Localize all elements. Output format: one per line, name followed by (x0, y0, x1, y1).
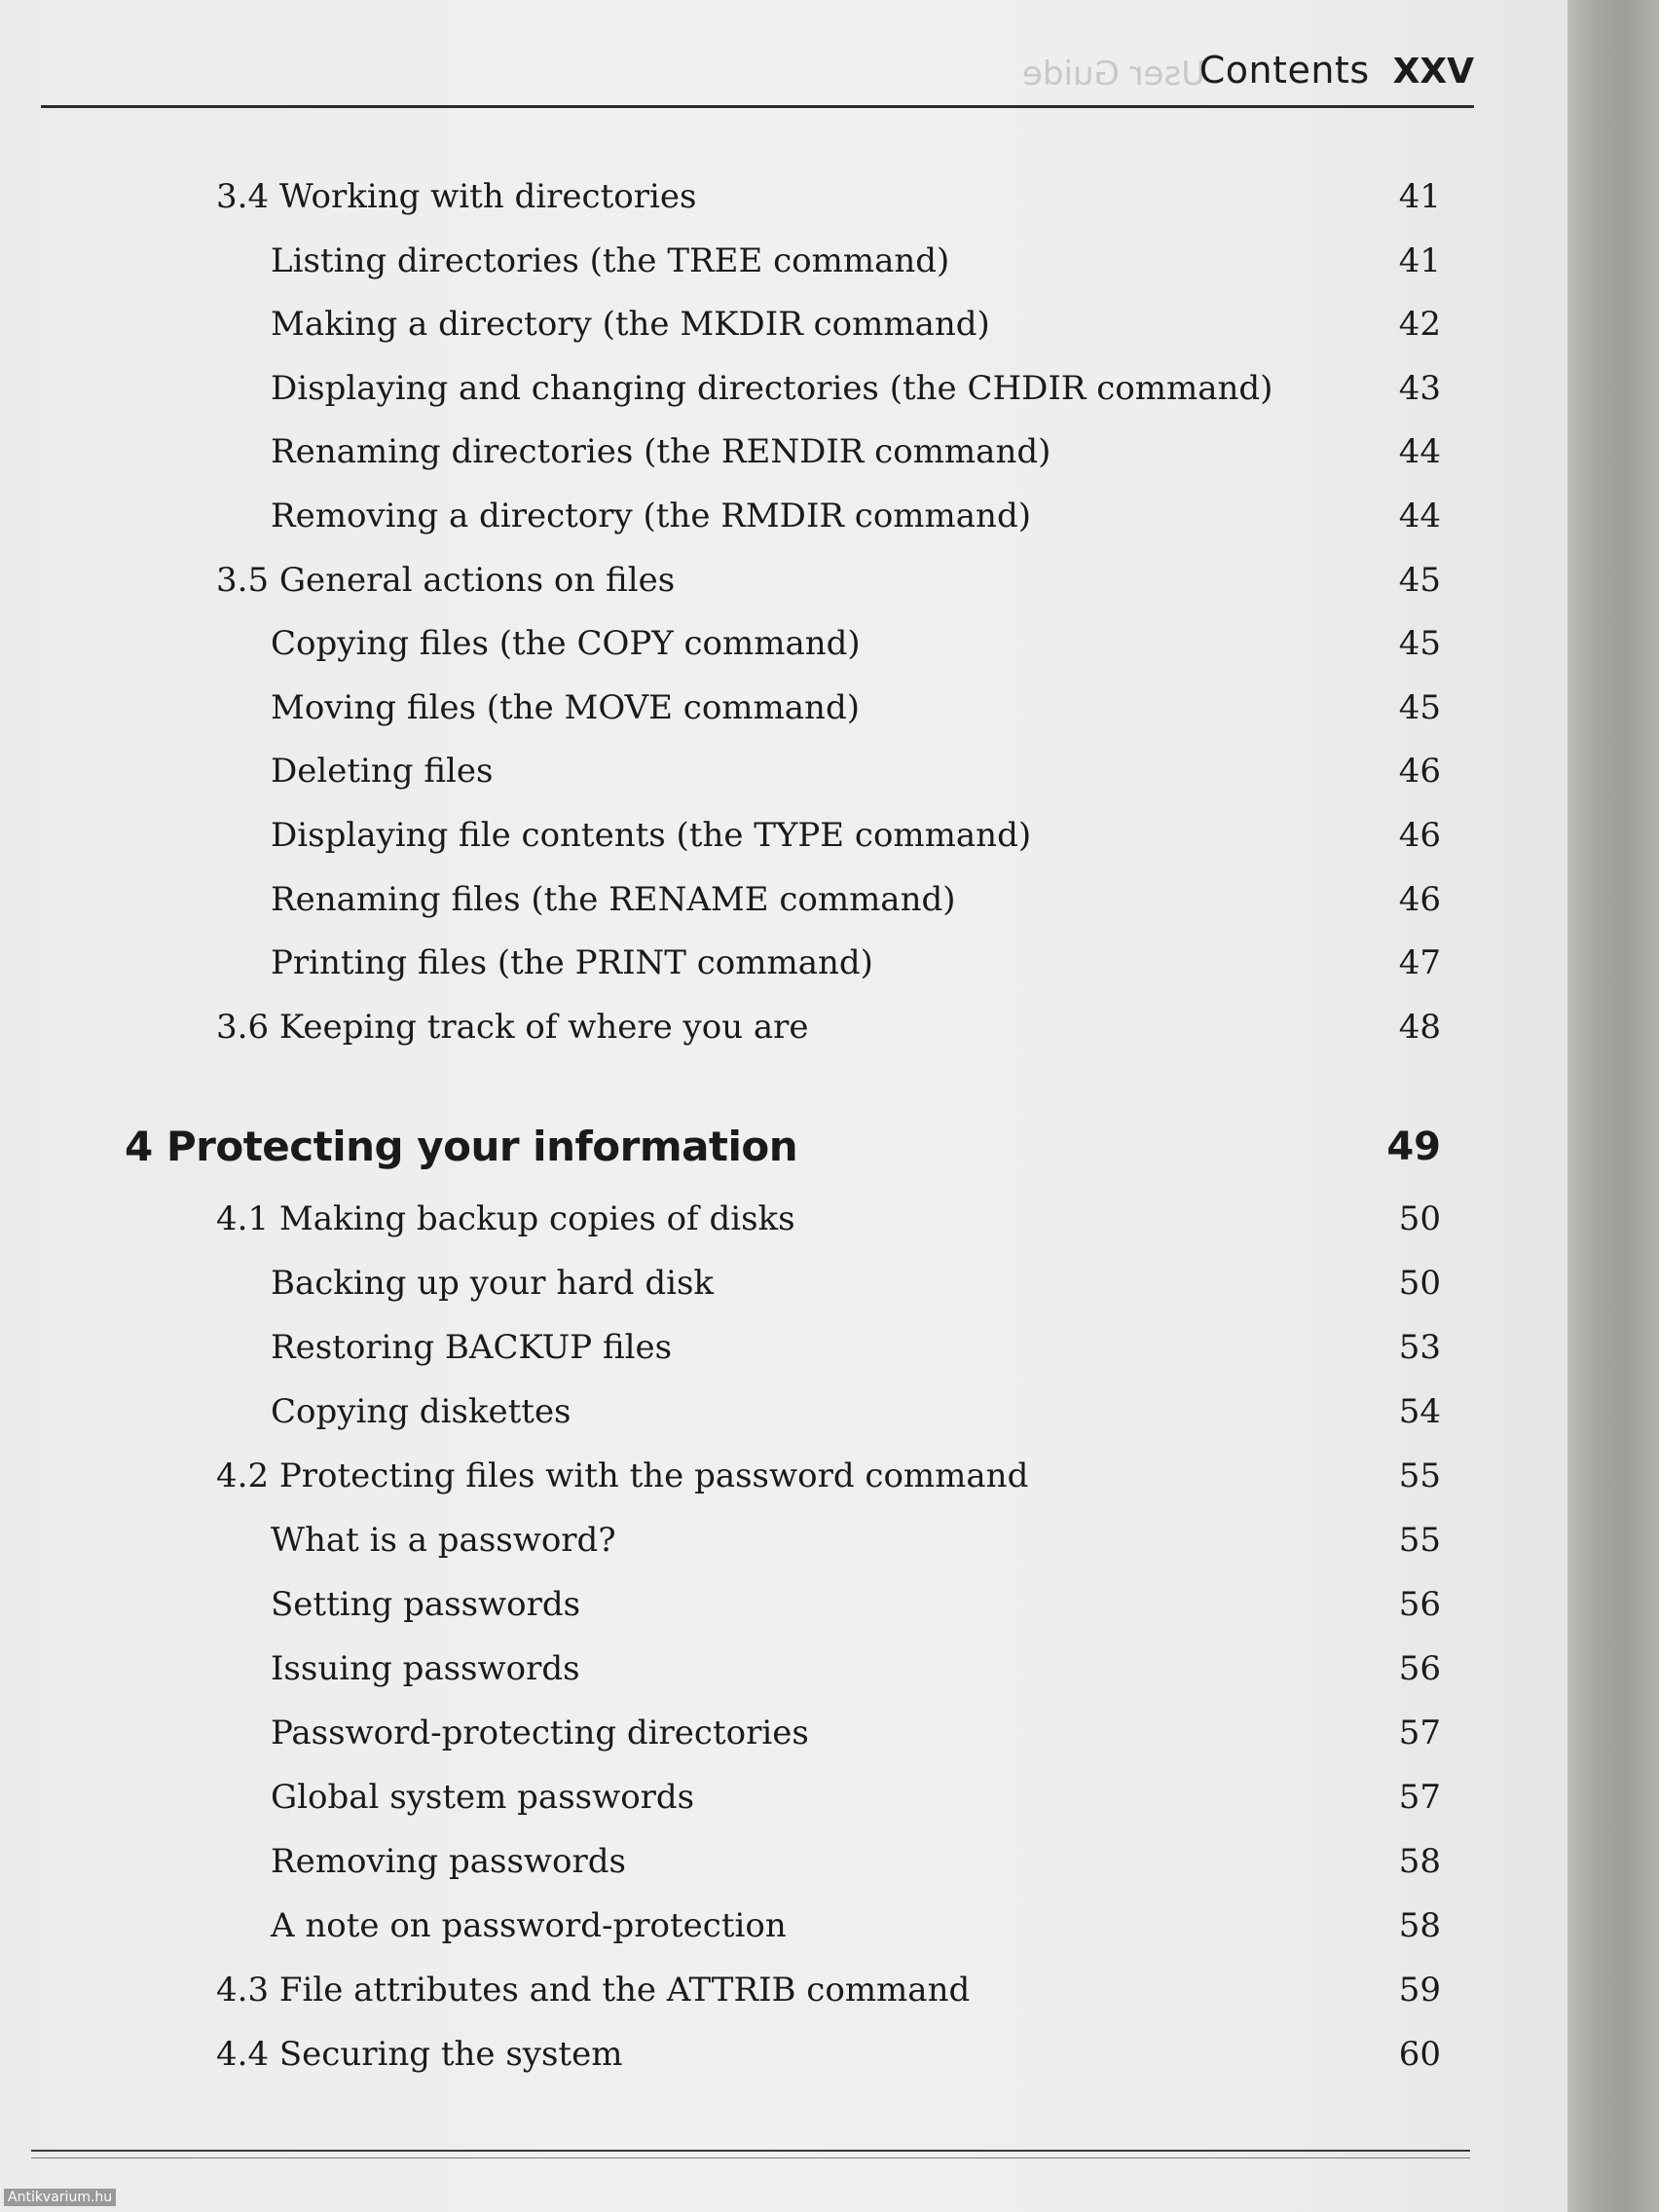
toc-chapter-title: 4 Protecting your information (125, 1123, 798, 1170)
toc-entry (0, 1318, 1441, 1377)
toc-chapter-heading (0, 1118, 1441, 1178)
toc-entry-page: 45 (1398, 624, 1441, 663)
toc-entry-title: What is a password? (271, 1521, 616, 1560)
toc-entry-title: Renaming files (the RENAME command) (271, 880, 956, 919)
book-binding-edge (1567, 0, 1659, 2212)
toc-entry-page: 57 (1398, 1714, 1441, 1752)
toc-entry-page: 59 (1398, 1971, 1441, 2009)
toc-entry-title: Copying diskettes (271, 1392, 571, 1431)
toc-entry (0, 1575, 1441, 1634)
toc-entry-title: Removing a directory (the RMDIR command) (271, 497, 1031, 535)
toc-entry-title: Making a directory (the MKDIR command) (271, 305, 990, 344)
toc-entry-page: 50 (1398, 1264, 1441, 1303)
toc-chapter-page: 49 (1386, 1124, 1441, 1169)
toc-entry-title: 4.3 File attributes and the ATTRIB command (216, 1971, 971, 2009)
toc-entry-title: Printing files (the PRINT command) (271, 943, 873, 982)
toc-entry (0, 1704, 1441, 1762)
toc-entry-title: Deleting files (271, 752, 494, 791)
bleed-through-header: User Guide (1022, 55, 1206, 93)
toc-entry-page: 48 (1398, 1008, 1441, 1047)
toc-entry-title: 4.2 Protecting files with the password command (216, 1456, 1029, 1495)
toc-entry-title: Renaming directories (the RENDIR command) (271, 432, 1051, 471)
toc-entry-title: Listing directories (the TREE command) (271, 241, 950, 280)
toc-entry-title: 3.5 General actions on files (216, 561, 676, 600)
toc-entry-page: 46 (1398, 752, 1441, 791)
toc-entry (0, 742, 1441, 800)
toc-entry-title: Copying files (the COPY command) (271, 624, 861, 663)
footer-rule-secondary (31, 2157, 1470, 2158)
toc-entry-title: Restoring BACKUP files (271, 1328, 673, 1367)
toc-entry-page: 56 (1398, 1649, 1441, 1688)
toc-entry (0, 487, 1441, 545)
toc-entry (0, 1897, 1441, 1955)
toc-entry (0, 359, 1441, 418)
toc-entry (0, 295, 1441, 353)
toc-entry (0, 1382, 1441, 1441)
toc-entry-title: Backing up your hard disk (271, 1264, 715, 1303)
toc-entry-page: 46 (1398, 880, 1441, 919)
toc-entry (0, 551, 1441, 609)
toc-entry-title: A note on password-protection (271, 1906, 787, 1945)
toc-entry (0, 1640, 1441, 1698)
toc-entry-page: 41 (1398, 177, 1441, 216)
toc-entry-page: 42 (1398, 305, 1441, 344)
toc-entry (0, 806, 1441, 865)
toc-entry-page: 50 (1398, 1199, 1441, 1238)
toc-entry (0, 1832, 1441, 1891)
toc-entry-title: 3.6 Keeping track of where you are (216, 1008, 809, 1047)
toc-entry-title: Issuing passwords (271, 1649, 580, 1688)
toc-entry (0, 998, 1441, 1056)
toc-entry-page: 44 (1398, 432, 1441, 471)
footer-rule (31, 2150, 1470, 2152)
toc-entry-title: Setting passwords (271, 1585, 581, 1624)
toc-entry (0, 934, 1441, 992)
toc-entry-page: 58 (1398, 1842, 1441, 1881)
toc-entry-title: 3.4 Working with directories (216, 177, 697, 216)
toc-entry-title: Removing passwords (271, 1842, 626, 1881)
toc-entry (0, 1768, 1441, 1826)
toc-entry-page: 54 (1398, 1392, 1441, 1431)
running-header-title: Contents (1198, 49, 1370, 92)
toc-entry (0, 1961, 1441, 2019)
toc-entry-title: Global system passwords (271, 1778, 695, 1817)
toc-entry (0, 1447, 1441, 1505)
toc-entry-page: 53 (1398, 1328, 1441, 1367)
toc-entry-title: Displaying and changing directories (the CHDIR command) (271, 369, 1273, 408)
page-number: XXV (1392, 52, 1474, 92)
toc-entry (0, 2025, 1441, 2083)
toc-entry (0, 1190, 1441, 1248)
toc-entry-page: 45 (1398, 561, 1441, 600)
toc-entry-page: 56 (1398, 1585, 1441, 1624)
toc-entry (0, 870, 1441, 929)
toc-entry-page: 41 (1398, 241, 1441, 280)
toc-entry (0, 614, 1441, 673)
toc-entry (0, 1511, 1441, 1569)
toc-entry-page: 55 (1398, 1456, 1441, 1495)
toc-entry-page: 47 (1398, 943, 1441, 982)
toc-entry (0, 167, 1441, 226)
toc-entry-title: Password-protecting directories (271, 1714, 809, 1752)
toc-entry-page: 45 (1398, 688, 1441, 727)
toc-entry-page: 60 (1398, 2035, 1441, 2074)
toc-entry-page: 46 (1398, 816, 1441, 855)
toc-entry (0, 679, 1441, 737)
watermark: Antikvarium.hu (4, 2189, 116, 2206)
toc-entry (0, 1254, 1441, 1312)
toc-entry-page: 55 (1398, 1521, 1441, 1560)
toc-entry-title: Displaying file contents (the TYPE command) (271, 816, 1032, 855)
toc-entry (0, 232, 1441, 290)
toc-entry-page: 43 (1398, 369, 1441, 408)
toc-entry-title: 4.4 Securing the system (216, 2035, 623, 2074)
toc-entry-title: 4.1 Making backup copies of disks (216, 1199, 795, 1238)
toc-entry-page: 44 (1398, 497, 1441, 535)
toc-entry-page: 58 (1398, 1906, 1441, 1945)
toc-entry-title: Moving files (the MOVE command) (271, 688, 860, 727)
toc-entry-page: 57 (1398, 1778, 1441, 1817)
toc-entry (0, 423, 1441, 481)
